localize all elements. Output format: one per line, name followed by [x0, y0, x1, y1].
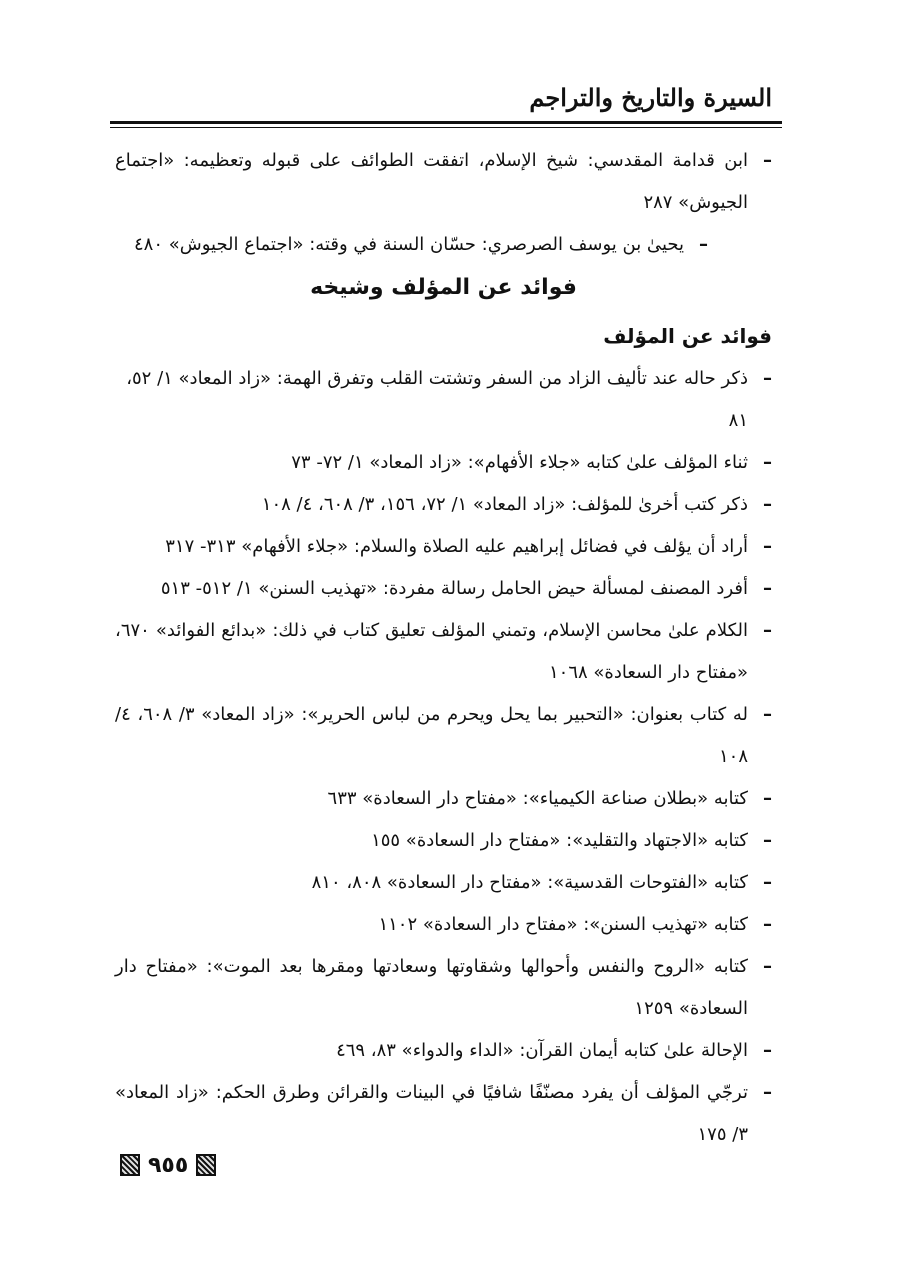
subsection-title: فوائد عن المؤلف [603, 324, 772, 348]
entry-text: كتابه «الاجتهاد والتقليد»: «مفتاح دار السعادة» ١٥٥ [371, 830, 748, 851]
index-entry [115, 484, 772, 526]
index-entry [115, 778, 772, 820]
page-number: ٩٥٥ [148, 1152, 189, 1178]
entry-dash: – [763, 956, 772, 977]
index-entry [115, 694, 772, 778]
header-rule-thick [110, 121, 782, 124]
entry-dash: – [763, 620, 772, 641]
entry-text: ذكر حاله عند تأليف الزاد من السفر وتشتت القلب وتفرق الهمة: «زاد المعاد» ١/ ٥٢، ٨١ [126, 368, 748, 431]
ornament-right-icon [196, 1154, 216, 1176]
index-entry [115, 946, 772, 1030]
entry-dash: – [763, 578, 772, 599]
entry-text: ابن قدامة المقدسي: شيخ الإسلام، اتفقت الطوائف على قبوله وتعظيمه: «اجتماع الجيوش» ٢٨٧ [115, 150, 748, 213]
entry-text: يحيىٰ بن يوسف الصرصري: حسّان السنة في وقته: «اجتماع الجيوش» ٤٨٠ [133, 234, 684, 255]
entry-dash: – [763, 494, 772, 515]
entry-dash: – [763, 704, 772, 725]
entry-dash: – [763, 872, 772, 893]
index-entry [115, 820, 772, 862]
entry-text: ذكر كتب أخرىٰ للمؤلف: «زاد المعاد» ١/ ٧٢، ١٥٦، ٣/ ٦٠٨، ٤/ ١٠٨ [261, 494, 748, 515]
page-number-block [120, 1150, 216, 1180]
entry-text: أراد أن يؤلف في فضائل إبراهيم عليه الصلاة والسلام: «جلاء الأفهام» ٣١٣- ٣١٧ [165, 536, 748, 557]
index-entry [115, 568, 772, 610]
header-rule-thin [110, 127, 782, 128]
entry-text: كتابه «الفتوحات القدسية»: «مفتاح دار السعادة» ٨٠٨، ٨١٠ [311, 872, 748, 893]
entry-text: كتابه «الروح والنفس وأحوالها وشقاوتها وسعادتها ومقرها بعد الموت»: «مفتاح دار السعادة» ١٢٥٩ [115, 956, 748, 1019]
section-title: فوائد عن المؤلف وشيخه [310, 275, 577, 300]
entry-dash: – [763, 1040, 772, 1061]
entry-dash: – [763, 452, 772, 473]
ornament-left-icon [120, 1154, 140, 1176]
index-entry [115, 224, 708, 266]
entry-text: كتابه «تهذيب السنن»: «مفتاح دار السعادة» ١١٠٢ [378, 914, 748, 935]
entry-dash: – [763, 914, 772, 935]
entry-dash: – [763, 788, 772, 809]
entry-text: أفرد المصنف لمسألة حيض الحامل رسالة مفردة: «تهذيب السنن» ١/ ٥١٢- ٥١٣ [160, 578, 748, 599]
index-entry [115, 904, 772, 946]
index-entry [115, 610, 772, 694]
index-entry [115, 358, 772, 442]
index-entry [115, 140, 772, 224]
entry-text: ثناء المؤلف علىٰ كتابه «جلاء الأفهام»: «زاد المعاد» ١/ ٧٢- ٧٣ [291, 452, 748, 473]
running-head-title: السيرة والتاريخ والتراجم [529, 83, 772, 112]
entry-dash: – [699, 234, 708, 255]
index-body [115, 136, 772, 1156]
entry-dash: – [763, 150, 772, 171]
entry-dash: – [763, 536, 772, 557]
index-entry [115, 1030, 772, 1072]
index-entry [115, 1072, 772, 1156]
entry-dash: – [763, 1082, 772, 1103]
index-entry [115, 862, 772, 904]
entry-text: ترجّي المؤلف أن يفرد مصنّفًا شافيًا في البينات والقرائن وطرق الحكم: «زاد المعاد» ٣/ ١٧٥ [115, 1082, 748, 1145]
entry-dash: – [763, 368, 772, 389]
entry-text: الكلام علىٰ محاسن الإسلام، وتمني المؤلف تعليق كتاب في ذلك: «بدائع الفوائد» ٦٧٠، «مفتاح دار السعادة» ١٠٦٨ [115, 620, 748, 683]
index-entry [115, 442, 772, 484]
entry-text: له كتاب بعنوان: «التحبير بما يحل ويحرم من لباس الحرير»: «زاد المعاد» ٣/ ٦٠٨، ٤/ ١٠٨ [115, 704, 748, 767]
entry-dash: – [763, 830, 772, 851]
entry-text: الإحالة علىٰ كتابه أيمان القرآن: «الداء والدواء» ٨٣، ٤٦٩ [336, 1040, 748, 1061]
entry-text: كتابه «بطلان صناعة الكيمياء»: «مفتاح دار السعادة» ٦٣٣ [327, 788, 748, 809]
index-entry [115, 526, 772, 568]
